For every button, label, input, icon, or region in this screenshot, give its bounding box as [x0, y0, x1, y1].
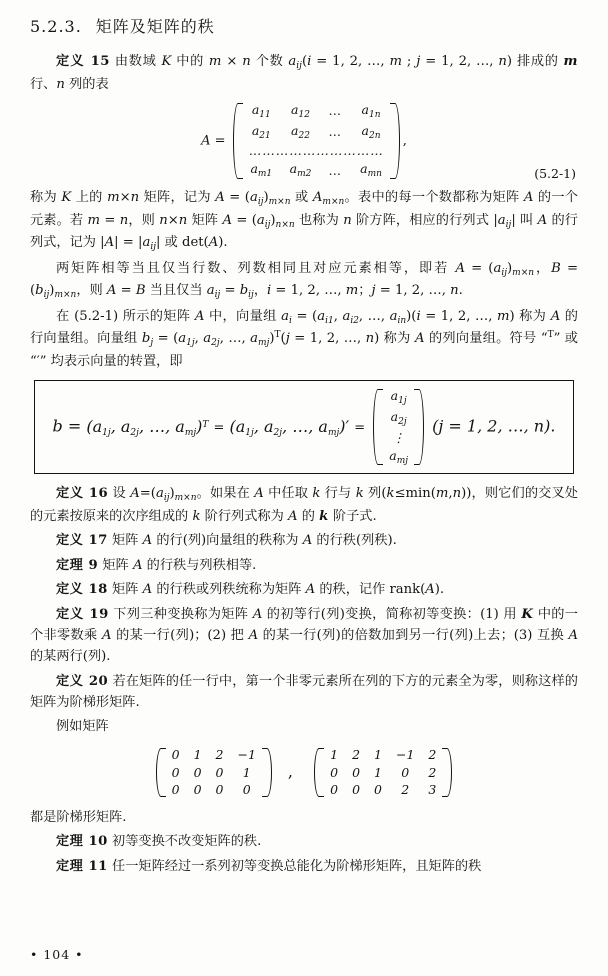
vector-eq-equals-2: = [354, 420, 366, 436]
definition-16-paragraph [30, 483, 578, 527]
definition-19-text: 下列三种变换称为矩阵 A 的初等行(列)变换，简称初等变换：(1) 用 K 中的一个非零数乘 A 的某一行(列)；(2) 把 A 的某一行(列)的倍数加到另一行(列)上去；(3) 互换 A 的某两行(列). [30, 606, 578, 665]
paragraph-matrix-equality: 两矩阵相等当且仅当行数、列数相同且对应元素相等，即若 $A = (a_{ij})_{m\times n}$，$B = (b_{ij})_{m\times n}$，则 A = B 当且仅当 $a_{ij} = b_{ij}$，i = 1, 2, …, m；j = 1, 2, …, n. [30, 260, 578, 301]
matrix-cell: $a_{11}$ [251, 101, 271, 120]
matrix-cell: $a_{1j}$ [390, 388, 407, 407]
matrix-cell: $a_{2j}$ [390, 409, 407, 428]
example-matrix-1 [153, 746, 275, 799]
example-matrices [30, 746, 578, 799]
matrix-cell: 0 [330, 764, 339, 780]
matrix-cell: −1 [395, 746, 415, 762]
matrix-row [242, 122, 391, 143]
matrix-cell: $a_{mn}$ [360, 161, 382, 180]
definition-18-label: 定义 18 [56, 582, 108, 598]
matrix-cell: $a_{m1}$ [250, 161, 273, 180]
theorem-10-paragraph [30, 831, 578, 852]
page-number: • 104 • [30, 947, 84, 962]
example-matrix-1-separator: , [287, 761, 294, 781]
matrix-cell: 2 [401, 782, 410, 798]
matrix-cell: 0 [215, 764, 224, 780]
left-paren-icon [311, 746, 322, 799]
matrix-cell: $a_{21}$ [251, 122, 271, 141]
right-paren-icon [416, 387, 427, 467]
matrix-cell: $a_{12}$ [291, 101, 310, 120]
matrix-cell: 1 [242, 764, 251, 780]
definition-17-label: 定义 17 [56, 533, 108, 549]
matrix-cell: −1 [237, 746, 256, 762]
matrix-row [165, 781, 263, 799]
definition-20-text: 若在矩阵的任一行中，第一个非零元素所在列的下方的元素全为零，则称这样的矩阵为阶梯形矩阵. [30, 673, 578, 711]
matrix-A-lhs: A = [201, 133, 226, 149]
matrix-row [165, 746, 263, 764]
matrix-cell: 1 [330, 746, 339, 762]
matrix-cell-vdots: ⋮ [392, 429, 405, 445]
definition-17-text: 矩阵 A 的行(列)向量组的秩称为 A 的行秩(列秩). [112, 533, 397, 549]
matrix-cell: 1 [193, 746, 202, 762]
equation-tag-5-2-1: (5.2-1) [534, 166, 576, 181]
matrix-A-trailing: , [402, 133, 407, 149]
matrix-dot-cell: ………………………… [248, 143, 384, 159]
definition-15-label: 定义 15 [56, 54, 110, 69]
definition-18-text: 矩阵 A 的行秩或列秩统称为矩阵 A 的秩，记作 rank(A). [112, 582, 445, 598]
theorem-11-paragraph [30, 856, 578, 877]
matrix-cell: $a_{2n}$ [361, 122, 381, 141]
matrix-cell: 0 [352, 764, 361, 780]
matrix-cell: 3 [428, 782, 437, 798]
matrix-row [242, 101, 391, 122]
matrix-cell: 0 [352, 782, 361, 798]
left-paren-icon [153, 746, 164, 799]
matrix-cell-dots: … [328, 162, 343, 178]
matrix-cell-dots: … [328, 103, 343, 119]
definition-16-label: 定义 16 [56, 486, 109, 502]
matrix-row [323, 781, 443, 799]
left-paren-icon [230, 101, 241, 181]
theorem-9-text: 矩阵 A 的行秩与列秩相等. [102, 557, 257, 573]
matrix-cell: 0 [193, 782, 202, 798]
matrix-row [382, 408, 415, 429]
theorem-11-label: 定理 11 [56, 858, 108, 874]
matrix-cell: 0 [242, 782, 251, 798]
matrix-cell: $a_{22}$ [291, 122, 310, 141]
after-example-text: 都是阶梯形矩阵. [30, 810, 127, 826]
definition-16-text: 设 $A=(a_{ij})_{m\times n}$。如果在 A 中任取 k 行与 k 列(k≤min(m,n))，则它们的交叉处的元素按原来的次序组成的 k 阶行列式称为 A 的 k 阶子式. [30, 486, 578, 525]
vector-eq-row-form-prime: ($a_{1j}$, $a_{2j}$, …, $a_{mj})'$ [229, 416, 350, 438]
paragraph-row-column-vectors: 在 (5.2-1) 所示的矩阵 A 中，向量组 $a_i = (a_{i1}$, $a_{i2}$, …, $a_{in})(i = 1$, 2, …, m) 称为 A 的行向量组。向量组 $b_j = (a_{1j}$, $a_{2j}$, …, $a_{mj})^T(j = 1$, 2, …, n) 称为 A 的列向量组。符号 “$^T$” 或 “′” 均表示向量的转置，即 [30, 308, 578, 370]
right-paren-icon [264, 746, 275, 799]
left-paren-icon [370, 387, 381, 467]
right-paren-icon [444, 746, 455, 799]
matrix-cell: $a_{mj}$ [389, 447, 409, 466]
definition-20-label: 定义 20 [56, 673, 109, 689]
matrix-cell: 0 [330, 782, 339, 798]
matrix-cell: 1 [374, 764, 382, 780]
matrix-row [323, 764, 443, 782]
matrix-row [382, 447, 415, 468]
section-number: 5.2.3. [30, 17, 82, 36]
matrix-cell: 0 [193, 764, 202, 780]
matrix-cell: 2 [215, 746, 224, 762]
definition-19-label: 定义 19 [56, 606, 109, 622]
definition-19-paragraph [30, 604, 578, 668]
matrix-cell: 0 [215, 782, 224, 798]
matrix-row [382, 387, 415, 408]
definition-15-paragraph [30, 51, 578, 95]
matrix-dot-row [242, 142, 391, 160]
matrix-cell: 0 [401, 764, 410, 780]
definition-20-paragraph [30, 671, 578, 714]
matrix-cell: 0 [171, 764, 180, 780]
matrix-row [382, 429, 415, 447]
definition-18-paragraph [30, 579, 578, 600]
column-vector [370, 387, 427, 467]
matrix-A-body [230, 101, 403, 181]
right-paren-icon [392, 101, 403, 181]
matrix-cell: $a_{1n}$ [361, 101, 381, 120]
paragraph-matrix-naming: 称为 K 上的 m×n 矩阵，记为 $A = (a_{ij})_{m\times n}$ 或 $A_{m\times n}$。表中的每一个数都称为矩阵 A 的一个元素。若 m = n，则 n×n 矩阵 $A = (a_{ij})_{n\times n}$ 也称为 n 阶方阵，相应的行列式 $|a_{ij}|$ 叫 A 的行列式，记为 $|A| = |a_{ij}|$ 或 det(A). [30, 190, 578, 253]
example-matrix-2-table [323, 746, 443, 799]
page-title [30, 14, 578, 37]
page-content [30, 14, 578, 880]
example-matrix-2 [311, 746, 455, 799]
matrix-cell: 1 [374, 746, 382, 762]
definition-15-text: 由数域 K 中的 m × n 个数 $a_{ij}(i = 1$, 2, …, m ; j = 1, 2, …, n) 排成的 m 行、n 列的表 [30, 54, 579, 92]
example-lead: 例如矩阵 [56, 719, 109, 735]
section-title: 矩阵及矩阵的秩 [95, 17, 215, 36]
example-matrix-1-table [165, 746, 263, 799]
matrix-cell: 0 [171, 782, 180, 798]
theorem-9-paragraph [30, 555, 578, 576]
matrix-A-table [242, 101, 391, 181]
matrix-cell: 0 [171, 746, 180, 762]
theorem-10-text: 初等变换不改变矩阵的秩. [112, 834, 262, 850]
matrix-row [242, 160, 391, 181]
matrix-row [323, 746, 443, 764]
matrix-cell: $a_{m2}$ [289, 161, 312, 180]
matrix-cell-dots: … [328, 124, 343, 140]
vector-eq-equals: = [213, 420, 225, 436]
matrix-definition-equation [30, 101, 578, 181]
theorem-9-label: 定理 9 [56, 557, 99, 573]
vector-eq-lhs: b = [52, 416, 82, 436]
vector-eq-row-form: ($a_{1j}$, $a_{2j}$, …, $a_{mj})^T$ [86, 416, 209, 438]
matrix-cell: 0 [374, 782, 382, 798]
matrix-row [165, 764, 263, 782]
definition-17-paragraph [30, 530, 578, 551]
theorem-10-label: 定理 10 [56, 834, 108, 850]
vector-eq-tail: (j = 1, 2, …, n). [432, 416, 556, 436]
vector-transpose-equation [34, 380, 574, 474]
theorem-11-text: 任一矩阵经过一系列初等变换总能化为阶梯形矩阵，且矩阵的秩 [112, 858, 482, 874]
matrix-A-display [30, 101, 578, 181]
matrix-cell: 2 [352, 746, 361, 762]
matrix-cell: 2 [428, 764, 437, 780]
matrix-cell: 2 [428, 746, 437, 762]
column-vector-table [382, 387, 415, 467]
